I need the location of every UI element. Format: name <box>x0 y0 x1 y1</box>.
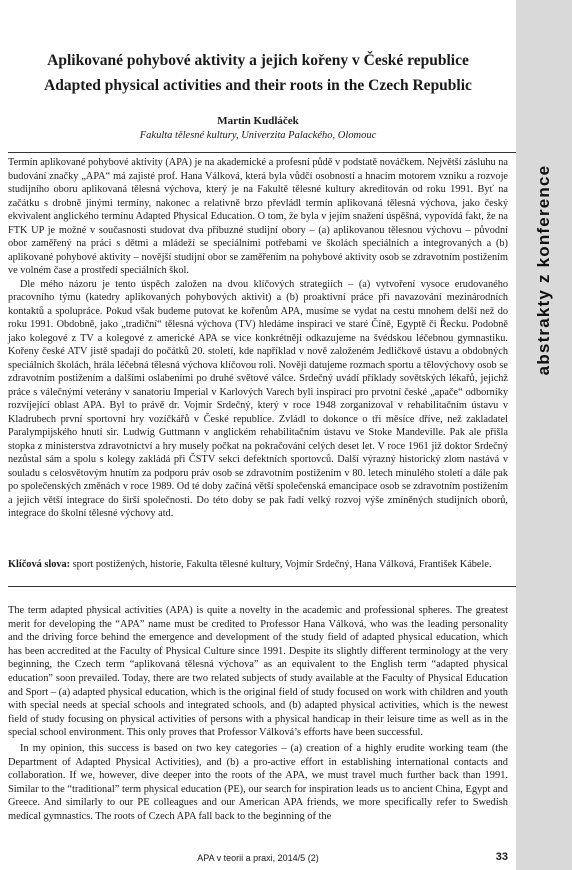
abstract-en-paragraph-2: In my opinion, this success is based on two key categories – (a) creation of a highly erudite working team (the Department of Adapted Physical Activities), and (b) a pro-active effort in establishing international contacts and collaboration. If we, however, dive deeper into the roots of the APA, we must travel much further back than 1991. Similar to the “traditional” term physical education (PE), our search for inspiration leads us to ancient China, Egypt and Greece. And similarly to our PE colleagues and our American APA friends, we more specifically refer to Swedish medical gymnastics. The roots of Czech APA fall back to the beginning of the <box>8 742 508 822</box>
divider-middle <box>8 586 516 587</box>
sidebar-band <box>516 0 572 870</box>
divider-top <box>8 152 516 153</box>
author-name: Martin Kudláček <box>217 115 299 127</box>
title-czech: Aplikované pohybové aktivity a jejich kořeny v České republice <box>47 52 469 69</box>
footer-journal: APA v teorii a praxi, 2014/5 (2) <box>197 853 319 863</box>
abstract-en-paragraph-1: The term adapted physical activities (APA) is quite a novelty in the academic and professional spheres. The greatest merit for developing the “APA” name must be credited to Professor Hana Válková, who was the leading personality and the driving force behind the emergence and development of the study field of adapted physical education, which has been accredited at the Faculty of Physical Culture since 1991. Despite its slightly different terminology at the very beginning, the Czech term “aplikovaná tělesná výchova” as an equivalent to the English term “adapted physical education” soon prevailed. Today, there are two related subjects of study available at the Faculty of Physical Education and Sport – (a) adapted physical education, which is the original field of study focused on work with children and youth with special needs at special schools and integrated schools, and (b) adapted physical activities, which is the newest field of study focusing on physical activities of persons with a physical handicap in their leisure time as well as in the special school environment. This only proves that Professor Válková’s efforts have been successful. <box>8 605 508 739</box>
title-english: Adapted physical activities and their roots in the Czech Republic <box>44 77 472 94</box>
abstract-cz-paragraph-1: Termín aplikované pohybové aktivity (APA) je na akademické a profesní půdě v podstatě nováčkem. Největší zásluhu na budování značky „APA“ má zajisté prof. Hana Válková, která byla vůdčí osobností a hnacím motorem vzniku a rozvoje studijního oboru aplikovaná tělesná výchova, který je na Fakultě tělesné kultury akreditován od roku 1991. Byť na začátku s drobně jinými termíny, nakonec a relativně brzo převládl termín aplikovaná tělesná výchova, jako český ekvivalent anglického termínu Adapted Physical Education. O tom, že byla v jejím snažení úspěšná, vypovídá fakt, že na FTK UP je možné v současnosti studovat dva příbuzné studijní obory – (a) aplikovanou tělesnou výchovu – původní obor zaměřený na práci s dětmi a mládeží se speciálními potřebami ve školách speciálních a integrovaných a (b) aplikované pohybové aktivity – novější studijní obor se zaměřením na pohybové aktivity osob se zdravotním postižením ve volném čase a prostředí speciálních škol. <box>8 157 508 276</box>
abstract-czech <box>8 156 508 521</box>
keywords-label: Klíčová slova: <box>8 559 71 570</box>
keywords <box>8 558 508 572</box>
page-number: 33 <box>495 851 508 863</box>
author-affiliation: Fakulta tělesné kultury, Univerzita Palackého, Olomouc <box>139 130 377 141</box>
abstract-cz-paragraph-2: Dle mého názoru je tento úspěch založen na dvou klíčových strategiích – (a) vytvoření vysoce erudovaného pracovního týmu (katedry aplikovaných pohybových aktivit) a (b) proaktivní práce při navazování mezinárodních kontaktů a spolupráce. Pokud však budeme putovat ke kořenům APA, musíme se vydat na cestu mnohem delší než do roku 1991. Obdobně, jako „tradiční“ tělesná výchova (TV) hledáme inspiraci ve staré Číně, Egyptě či Řecku. Podobně jako kolegové z TV a kolegové z americké APA se vice konkrétněji odkazujeme na švédskou léčebnou gymnastiku. Kořeny české ATV jistě spadají do počátků 20. století, kde například v nově založeném Jedličkově ústavu a obdobných speciálních školách, hrála léčebná tělesná výchova klíčovou roli. Nověji datujeme rozmach sportu a tělovýchovy osob se zdravotním postižením a dalšími oslabeními po druhé světové válce. Srdečný uvádí příklady sovětských lékařů, jejichž práce s válečnými veterány v sanatoriu Imperial v Karlových Varech byli inspirací pro prvotní české „apače“ odborníky rozvíjející oblast APA. Byl to právě dr. Vojmír Srdečný, který v roce 1948 zorganizoval v rehabilitačním ústavu v Kladrubech první sportovní hry vozíčkářů v České republice. Zvládl to dokonce o tři měsíce dříve, než zakladatel Paralympijského hnutí sir. Ludwig Guttmann v anglickém rehabilitačním ústavu ve Stoke Mandeville. Pak ale přišla stopka z ministerstva zdravotnictví a hry musely počkat na pokračování celých deset let. V roce 1961 již doktor Srdečný nezůstal sám a spolu s kolegy zakládá při ČSTV sekci defektních sportovců. Další výrazný historický zlom nastává v souladu s celosvětovým hnutím za podporu práv osob se zdravotním postižením v 80. letech minulého století a dále pak po společenských změnách v roce 1989. Od té doby začíná větší společenská emancipace osob se zdravotním postižením a jejich větší integrace do širší společnosti. Do této doby se pak řadí velký rozvoj výše zmíněných studijních oborů, integrace do školní tělesné výchovy atd. <box>8 278 508 519</box>
abstract-english <box>8 604 508 824</box>
keywords-list: sport postižených, historie, Fakulta tělesné kultury, Vojmír Srdečný, Hana Válková, František Kábele. <box>72 559 492 570</box>
section-label: abstrakty z konference <box>534 164 553 376</box>
